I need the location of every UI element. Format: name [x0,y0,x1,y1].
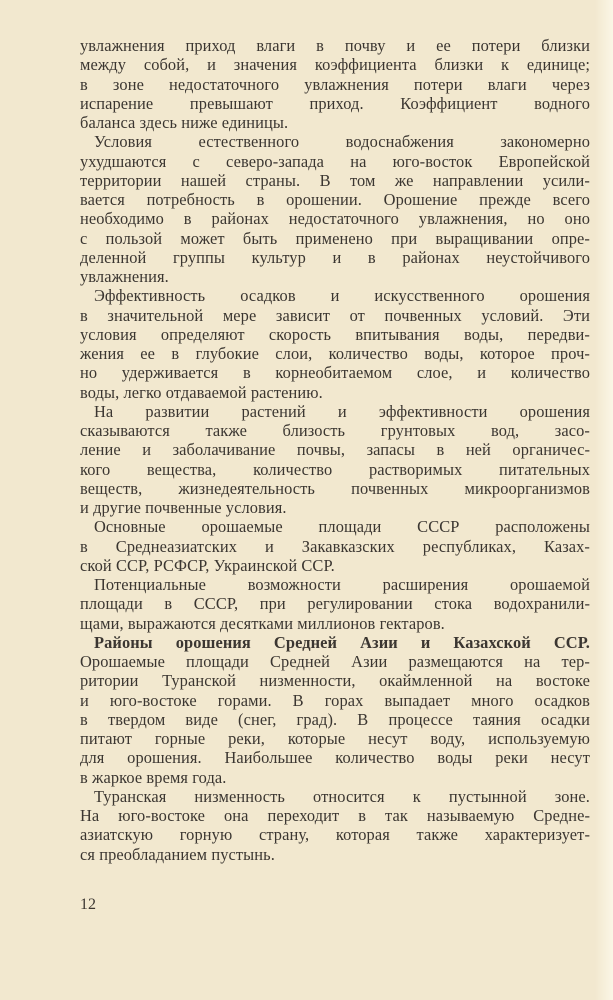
text-line: с пользой может быть применено при выращивании опре- [80,228,590,248]
text-line: вается потребность в орошении. Орошение прежде всего [80,190,590,209]
text-line: Основные орошаемые площади СССР расположены [94,517,590,537]
text-line: баланса здесь ниже единицы. [80,113,289,132]
text-line: испарение превышают приход. Коэффициент водного [80,93,590,113]
text-line: ухудшаются с северо-запада на юго-восток Европейской [80,151,590,171]
text-line: азиатскую горную страну, которая также характеризует- [80,825,590,845]
text-line: площади в СССР, при регулировании стока водохранили- [80,594,590,614]
text-line: и другие почвенные условия. [80,498,287,517]
text-line: в Среднеазиатских и Закавказских республиках, Казах- [80,536,590,556]
text-line: для орошения. Наибольшее количество воды реки несут [80,748,590,768]
text-line: Туранская низменность относится к пустынной зоне. [94,786,590,806]
text-line: в твердом виде (снег, град). В процессе таяния осадки [80,709,590,729]
text-line: между собой, и значения коэффициента близки к единице; [80,55,590,75]
text-line: но удерживается в корнеобитаемом слое, и количество [80,363,590,383]
text-line: Потенциальные возможности расширения орошаемой [94,575,590,594]
text-line: На юго-востоке она переходит в так называемую Средне- [80,806,590,825]
page-number: 12 [80,896,96,913]
page-body-text [80,36,590,864]
text-line: в зоне недостаточного увлажнения потери влаги через [80,74,590,94]
text-line: ся преобладанием пустынь. [80,844,275,864]
text-line: и юго-востоке горами. В горах выпадает много осадков [80,690,590,710]
page-edge [595,0,613,1000]
text-line: ритории Туранской низменности, окаймленной на востоке [80,671,590,691]
text-line: в жаркое время года. [80,767,227,787]
text-line: Эффективность осадков и искусственного орошения [94,286,590,306]
text-line: ской ССР, РСФСР, Украинской ССР. [80,555,335,575]
text-line: деленной группы культур и в районах неустойчивого [80,247,590,267]
text-line: территории нашей страны. В том же направлении усили- [80,170,590,190]
text-line: сказываются также близость грунтовых вод, засо- [80,421,590,440]
text-line: необходимо в районах недостаточного увлажнения, но оно [80,209,590,229]
text-line: Орошаемые площади Средней Азии размещаются на тер- [80,652,590,671]
text-line: кого вещества, количество растворимых питательных [80,459,590,479]
text-line: увлажнения. [80,267,169,286]
text-line: На развитии растений и эффективности орошения [94,401,590,421]
section-heading-line: Районы орошения Средней Азии и Казахской ССР. [94,632,590,652]
text-line: жения ее в глубокие слои, количество воды, которое проч- [80,344,590,363]
text-line: питают горные реки, которые несут воду, используемую [80,729,590,748]
text-line: воды, легко отдаваемой растению. [80,382,323,402]
text-line: в значительной мере зависит от почвенных условий. Эти [80,305,590,325]
text-line: веществ, жизнедеятельность почвенных микроорганизмов [80,478,590,498]
text-line: условия определяют скорость впитывания воды, передви- [80,324,590,344]
text-line: Условия естественного водоснабжения закономерно [94,132,590,152]
text-line: увлажнения приход влаги в почву и ее потери близки [80,36,590,55]
text-line: щами, выражаются десятками миллионов гектаров. [80,613,445,633]
text-line: ление и заболачивание почвы, запасы в ней органичес- [80,440,590,460]
